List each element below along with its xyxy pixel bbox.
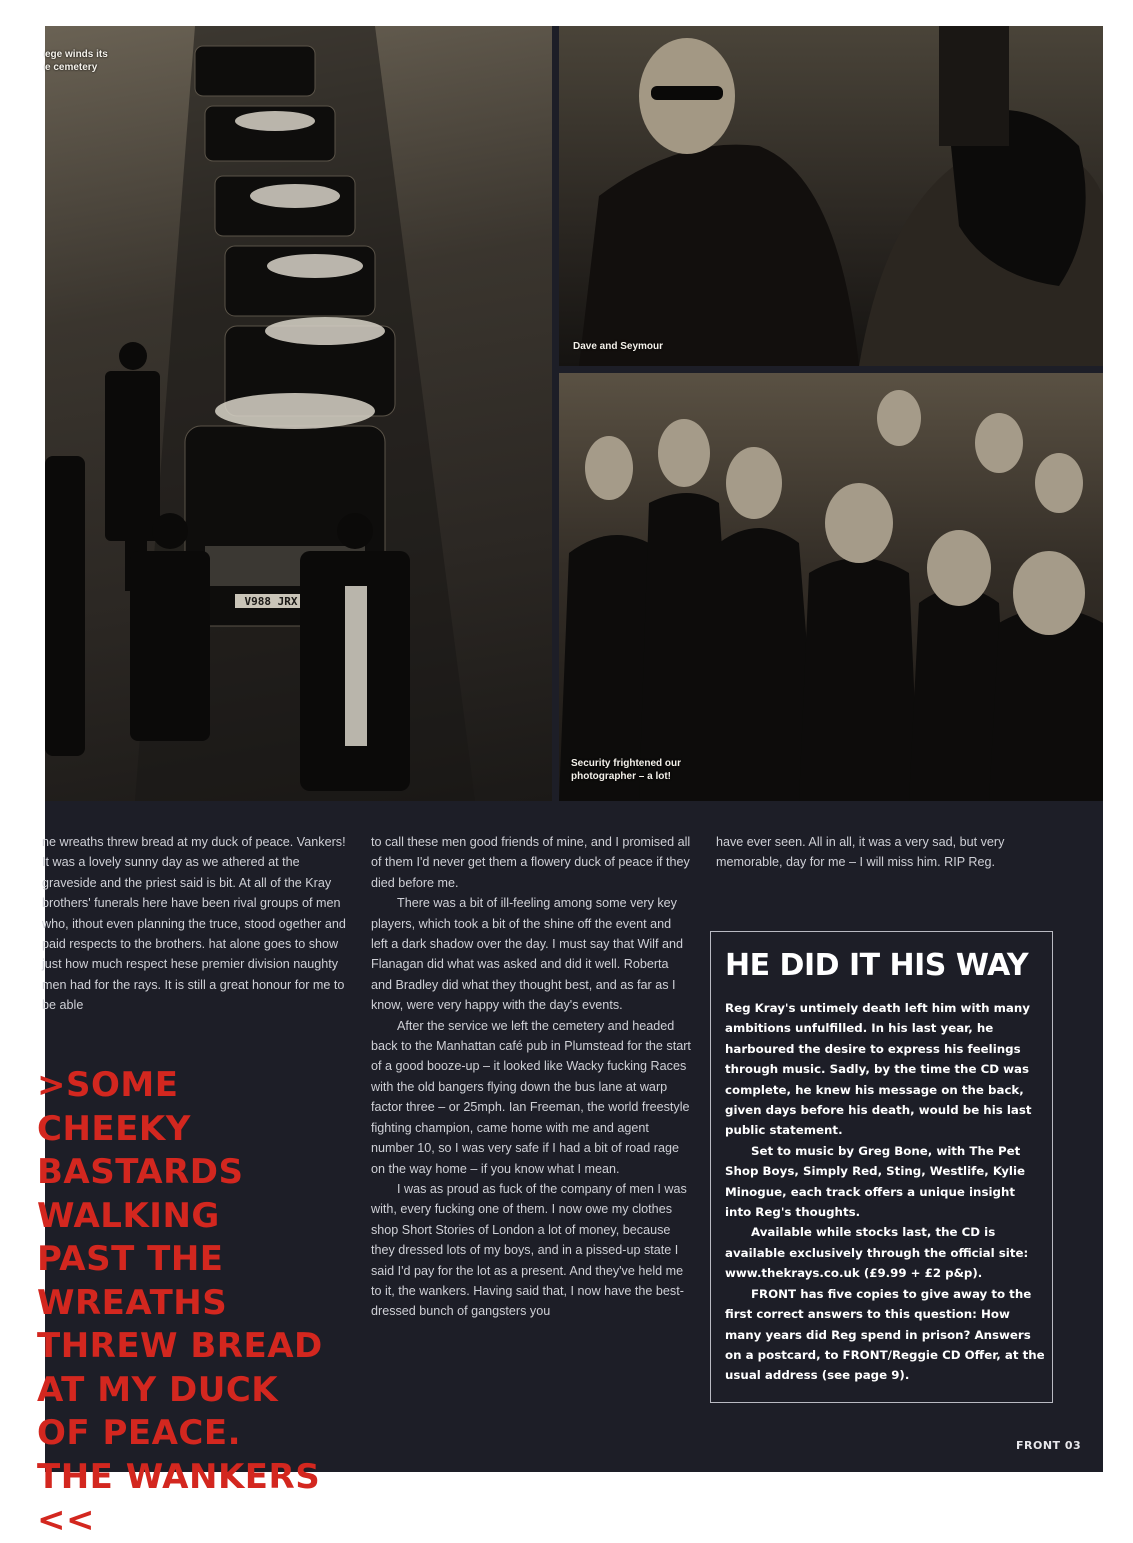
column1-paragraph: ne wreaths threw bread at my duck of peace. Vankers! It was a lovely sunny day as we athered at the graveside and the priest said is bit. At all of the Kray brothers' funerals here have been rival groups of men who, ithout even planning the truce, stood ogether and paid respects to the brothers. hat alone goes to show just how much respect hese premier division naughty men had for the rays. It is still a great honour for me to be able <box>42 835 346 1013</box>
article-column-1 <box>42 832 352 1016</box>
sidebar-title: HE DID IT HIS WAY <box>725 948 1029 983</box>
article-column-3 <box>716 832 1046 873</box>
security-illustration <box>559 373 1103 801</box>
sidebar-paragraph: FRONT has five copies to give away to the first correct answers to this question: How many years did Reg spend in prison? Answers on a postcard, to FRONT/Reggie CD Offer, at the usual address (see page 9). <box>725 1286 1045 1383</box>
sidebar-paragraph: Set to music by Greg Bone, with The Pet Shop Boys, Simply Red, Sting, Westlife, Kylie Minogue, each track offers a unique insight into Reg's thoughts. <box>725 1143 1026 1220</box>
sidebar-body <box>725 998 1045 1386</box>
portrait-illustration <box>559 26 1103 366</box>
column3-paragraph: have ever seen. All in all, it was a very sad, but very memorable, day for me – I will miss him. RIP Reg. <box>716 835 1005 870</box>
column2-paragraph: There was a bit of ill-feeling among some very key players, which took a bit of the shine off the event and left a dark shadow over the day. I must say that Wilf and Flanagan did what was asked and did it well. Roberta and Bradley did what they thought best, and as far as I know, were very happy with the day's events. <box>371 896 683 1013</box>
column2-paragraph: After the service we left the cemetery and headed back to the Manhattan café pub in Plumstead for the start of a good booze-up – it looked like Wacky fucking Races with the old bangers flying down the bus lane at warp factor three – or 25mph. Ian Freeman, the world freestyle fighting champion, came home with me and agent number 10, so I was very safe if I had a bit of road rage on the way home – if you know what I mean. <box>371 1018 691 1176</box>
procession-illustration <box>45 26 552 801</box>
column2-paragraph: I was as proud as fuck of the company of men I was with, every fucking one of them. I now owe my clothes shop Short Stories of London a lot of money, because they dressed lots of my boys, and in a pissed-up state I said I'd pay for the lot as a present. And they've held me to it, the wankers. Having said that, I now have the best-dressed bunch of gangsters you <box>371 1181 687 1319</box>
number-plate: V988 JRX <box>244 595 298 608</box>
photo-dave-and-seymour <box>559 26 1103 366</box>
page-folio: FRONT 03 <box>1016 1439 1082 1452</box>
photo-security <box>559 373 1103 801</box>
pull-quote: >SOME CHEEKY BASTARDS WALKING PAST THE WREATHS THREW BREAD AT MY DUCK OF PEACE. THE WANKERS << <box>37 1065 323 1540</box>
caption-security: Security frightened our photographer – a lot! <box>571 758 682 782</box>
caption-procession: ege winds its e cemetery <box>45 49 108 73</box>
caption-dave-and-seymour: Dave and Seymour <box>573 341 664 352</box>
magazine-page <box>37 26 1103 1540</box>
photo-funeral-procession <box>45 26 552 801</box>
sidebar-paragraph: Reg Kray's untimely death left him with many ambitions unfulfilled. In his last year, he harboured the desire to express his feelings through music. Sadly, by the time the CD was complete, he knew his message on the back, given days before his death, would be his last public statement. <box>725 1001 1032 1138</box>
sidebar-box <box>710 931 1053 1403</box>
column2-paragraph: to call these men good friends of mine, and I promised all of them I'd never get them a flowery duck of peace if they died before me. <box>371 835 691 890</box>
article-column-2 <box>371 832 691 1322</box>
sidebar-paragraph: Available while stocks last, the CD is available exclusively through the official site: www.thekrays.co.uk (£9.99 + £2 p&p). <box>725 1225 1029 1281</box>
